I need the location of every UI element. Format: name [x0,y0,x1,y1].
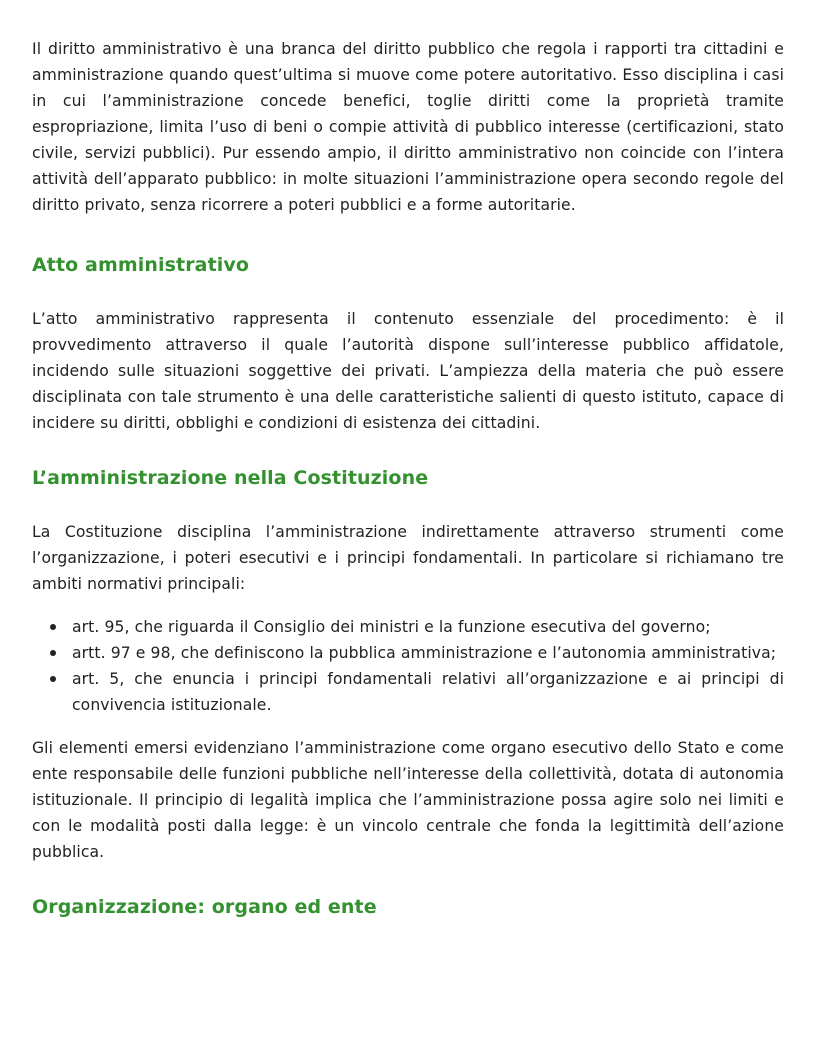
costituzione-paragraph: La Costituzione disciplina l’amministrazione indirettamente attraverso strumenti come l’organizzazione, i poteri esecutivi e i principi fondamentali. In particolare si richiamano tre ambiti normativi principali: [32,523,784,593]
list-item [72,640,784,666]
list-item [72,614,784,640]
bullet-icon [50,624,56,630]
closing-paragraph: Gli elementi emersi evidenziano l’amministrazione come organo esecutivo dello Stato e come ente responsabile delle funzioni pubbliche nell’interesse della collettività, dotata di autonomia istituzionale. Il principio di legalità implica che l’amministrazione possa agire solo nei limiti e con le modalità posti dalla legge: è un vincolo centrale che fonda la legittimità dell’azione pubblica. [32,739,784,861]
articles-list [32,614,784,718]
list-item-text: art. 95, che riguarda il Consiglio dei ministri e la funzione esecutiva del governo; [72,618,711,636]
heading-atto-amministrativo: Atto amministrativo [32,254,250,276]
list-item-text: art. 5, che enuncia i principi fondamentali relativi all’organizzazione e ai principi di convivencia istituzionale. [72,670,784,714]
bullet-icon [50,650,56,656]
intro-paragraph: Il diritto amministrativo è una branca del diritto pubblico che regola i rapporti tra cittadini e amministrazione quando quest’ultima si muove come potere autoritativo. Esso disciplina i casi in cui l’amministrazione concede benefici, toglie diritti come la proprietà tramite espropriazione, limita l’uso di beni o compie attività di pubblico interesse (certificazioni, stato civile, servizi pubblici). Pur essendo ampio, il diritto amministrativo non coincide con l’intera attività dell’apparato pubblico: in molte situazioni l’amministrazione opera secondo regole del diritto privato, senza ricorrere a poteri pubblici e a forme autoritarie. [32,40,784,214]
bullet-icon [50,676,56,682]
document-page [32,36,784,920]
list-item [72,666,784,718]
heading-amministrazione-costituzione: L’amministrazione nella Costituzione [32,467,429,489]
atto-paragraph: L’atto amministrativo rappresenta il contenuto essenziale del procedimento: è il provvedimento attraverso il quale l’autorità dispone sull’interesse pubblico affidatole, incidendo sulle situazioni soggettive dei privati. L’ampiezza della materia che può essere disciplinata con tale strumento è una delle caratteristiche salienti di questo istituto, capace di incidere su diritti, obblighi e condizioni di esistenza dei cittadini. [32,310,784,432]
heading-organizzazione: Organizzazione: organo ed ente [32,896,377,918]
list-item-text: artt. 97 e 98, che definiscono la pubblica amministrazione e l’autonomia amministrativa; [72,644,777,662]
